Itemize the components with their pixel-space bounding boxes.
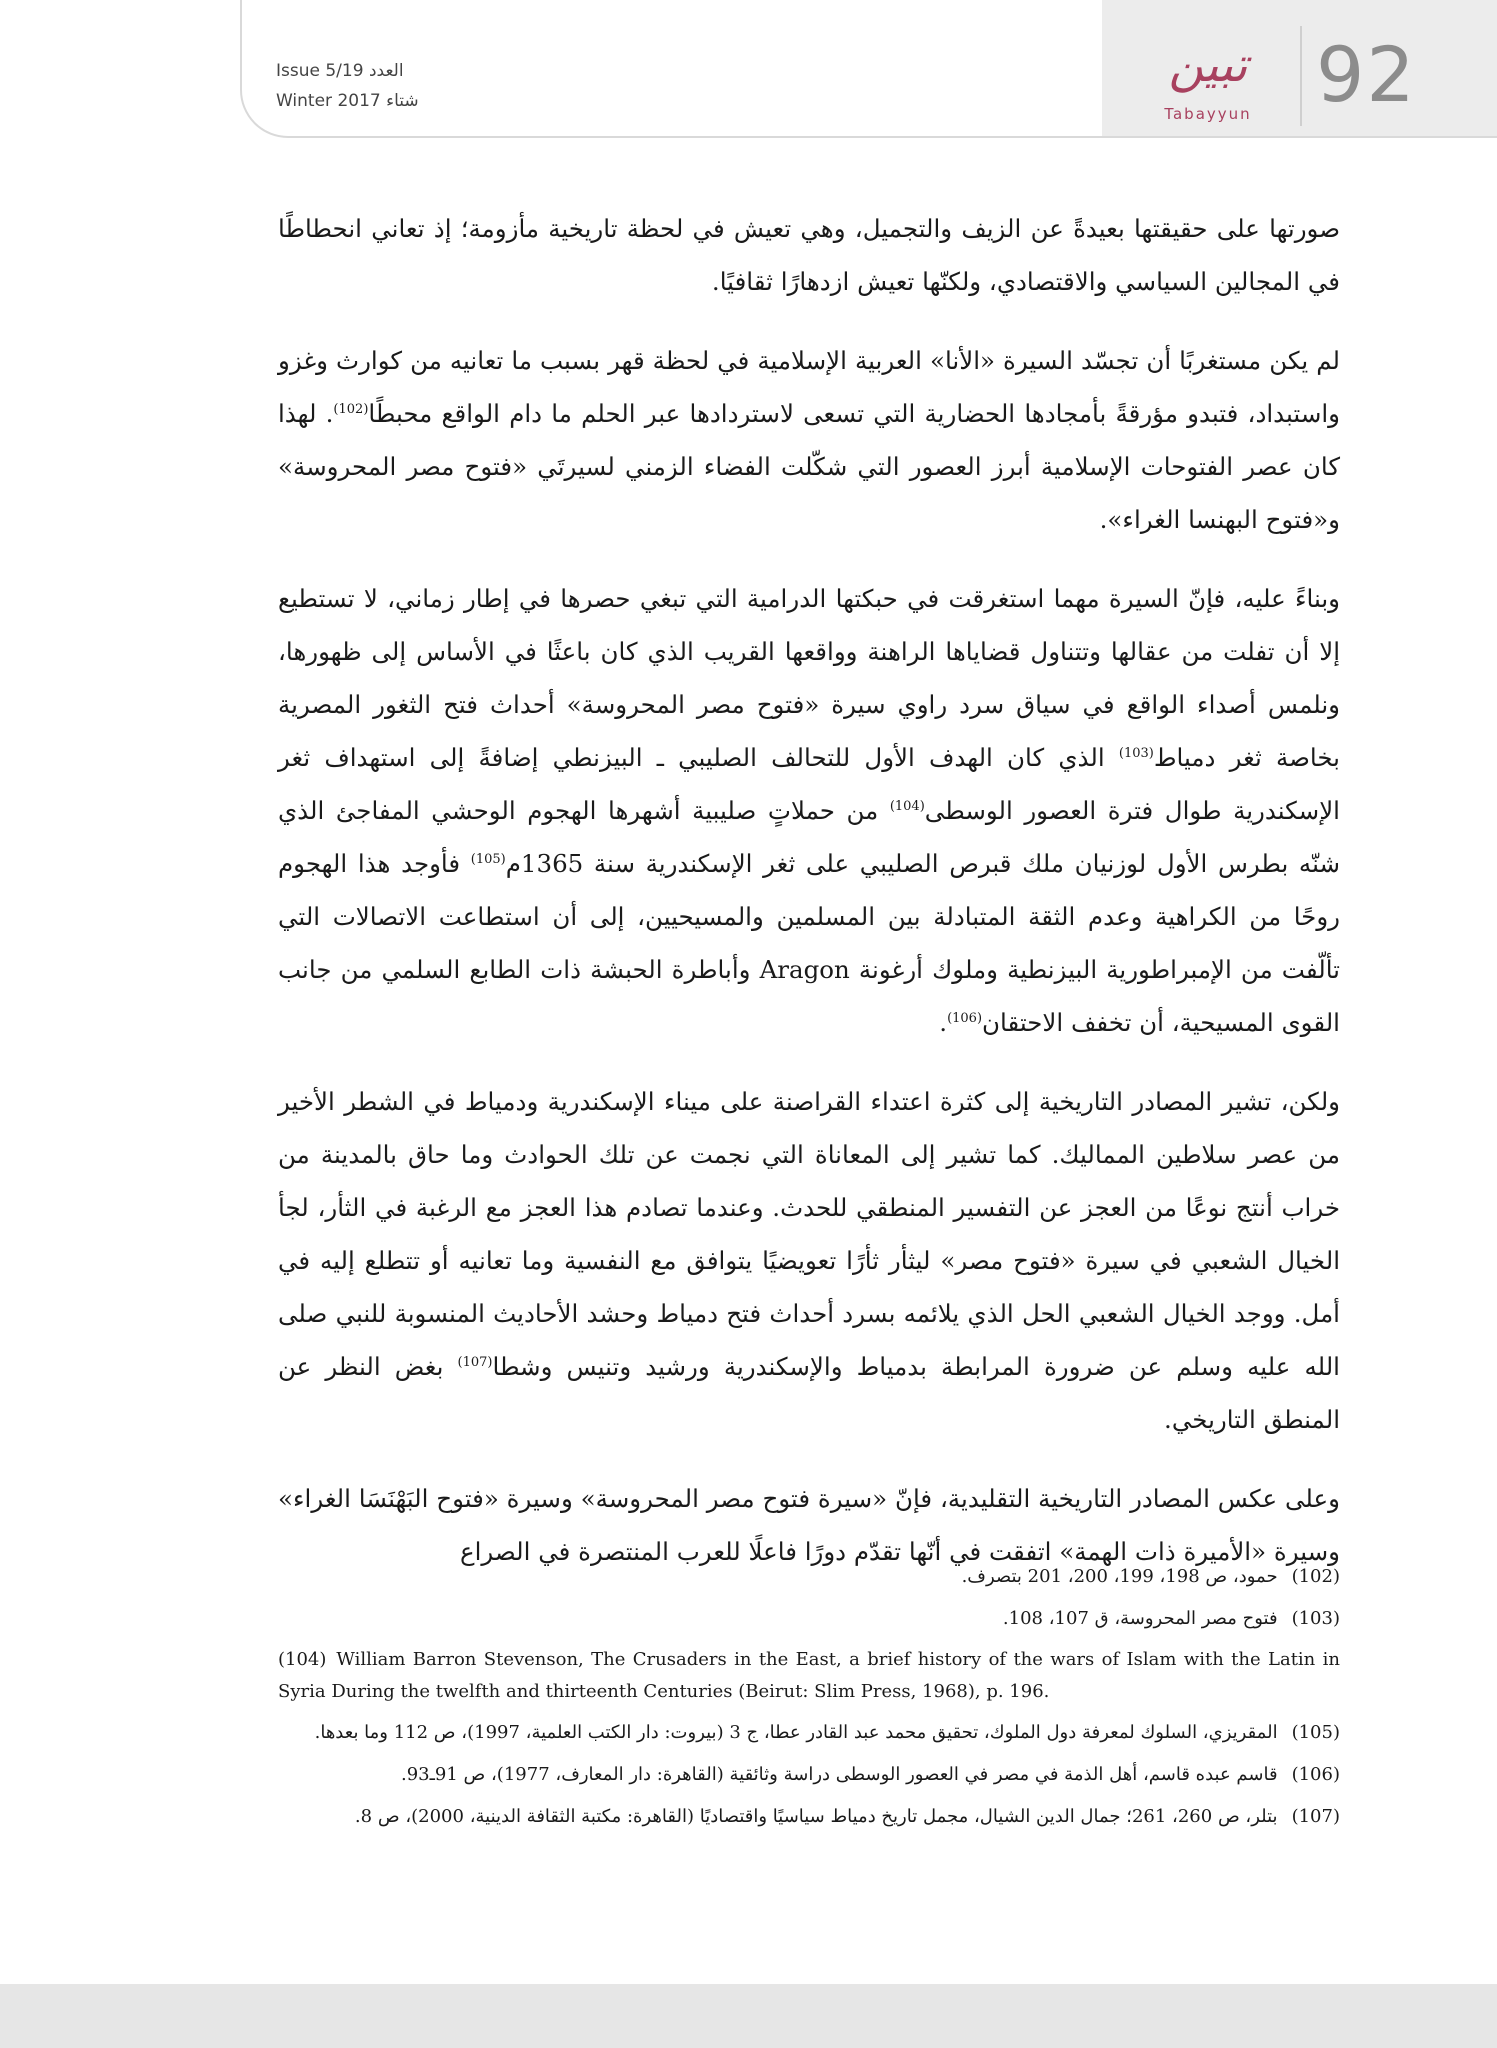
footnote-number: (107) [1291,1806,1340,1827]
footnote-ref-107: (107) [457,1354,493,1370]
issue-label: Issue 5/19 العدد [276,61,404,81]
footnote-text: المقريزي، السلوك لمعرفة دول الملوك، تحقيق محمد عبد القادر عطا، ج 3 (بيروت: دار الكتب العلمية، 1997)، ص 112 وما بعدها. [314,1722,1278,1743]
footnote-107 [278,1800,1340,1834]
paragraph-1-text: صورتها على حقيقتها بعيدةً عن الزيف والتجميل، وهي تعيش في لحظة تاريخية مأزومة؛ إذ تعاني انحطاطًا في المجالين السياسي والاقتصادي، ولكنّها تعيش ازدهارًا ثقافيًا. [278,214,1340,296]
footnote-103 [278,1602,1340,1636]
footer-band [0,1984,1497,2048]
page-number: 92 [1316,30,1417,119]
footnote-number: (106) [1291,1764,1340,1785]
footnote-text: بتلر، ص 260، 261؛ جمال الدين الشيال، مجمل تاريخ دمياط سياسيًا واقتصاديًا (القاهرة: مكتبة الثقافة الدينية، 2000)، ص 8. [354,1806,1278,1827]
footnote-105 [278,1716,1340,1750]
paragraph-4-text-a: ولكن، تشير المصادر التاريخية إلى كثرة اعتداء القراصنة على ميناء الإسكندرية ودمياط في الشطر الأخير من عصر سلاطين المماليك. كما تشير إلى المعاناة التي نجمت عن تلك الحوادث وما حاق بالمدينة من خراب أنتج نوعًا من العجز عن التفسير المنطقي للحدث. وعندما تصادم هذا العجز مع الرغبة في الثأر، لجأ الخيال الشعبي في سيرة «فتوح مصر» ليثأر ثأرًا تعويضيًا يتوافق مع النفسية وما تعانيه أو تتطلع إليه في أمل. ووجد الخيال الشعبي الحل الذي يلائمه بسرد أحداث فتح دمياط وحشد الأحاديث المنسوبة للنبي صلى الله عليه وسلم عن ضرورة المرابطة بدمياط والإسكندرية ورشيد وتنيس وشطا [278,1087,1340,1381]
journal-logo [1128,30,1288,128]
paragraph-2 [278,334,1340,546]
footnote-number: (104) [278,1649,327,1670]
header-divider [1300,26,1302,126]
paragraph-2-text-a: لم يكن مستغربًا أن تجسّد السيرة «الأنا» العربية الإسلامية في لحظة قهر بسبب ما تعانيه من كوارث وغزو واستبداد، فتبدو مؤرقةً بأمجادها الحضارية التي تسعى لاستردادها عبر الحلم ما دام الواقع محبطًا [278,346,1340,428]
paragraph-3-text-b: الذي كان الهدف الأول للتحالف الصليبي ـ البيزنطي إضافةً إلى استهداف ثغر الإسكندرية طوال فترة العصور الوسطى [278,743,1340,825]
footnote-106 [278,1758,1340,1792]
footnote-number: (102) [1291,1566,1340,1587]
paragraph-3-text-d: فأوجد هذا الهجوم روحًا من الكراهية وعدم الثقة المتبادلة بين المسلمين والمسيحيين، إلى أن استطاعت الاتصالات التي تألّفت من الإمبراطورية البيزنطية وملوك أرغونة Aragon وأباطرة الحبشة ذات الطابع السلمي من جانب القوى المسيحية، أن تخفف الاحتقان [278,849,1340,1037]
logo-arabic-text: تبين [1168,37,1248,93]
footnote-ref-104: (104) [889,798,925,814]
footnote-102 [278,1560,1340,1594]
footnote-text: William Barron Stevenson, The Crusaders in the East, a brief history of the wars of Islam with the Latin in Syria During the twelfth and thirteenth Centuries (Beirut: Slim Press, 1968), p. 196. [278,1649,1340,1702]
paragraph-3-text-e: . [939,1008,948,1037]
footnote-number: (105) [1291,1722,1340,1743]
footnote-ref-102: (102) [333,401,369,417]
paragraph-3 [278,572,1340,1049]
footnote-text: قاسم عبده قاسم، أهل الذمة في مصر في العصور الوسطى دراسة وثائقية (القاهرة: دار المعارف، 1977)، ص 91ـ93. [400,1764,1278,1785]
paragraph-2-text-b: . لهذا كان عصر الفتوحات الإسلامية أبرز العصور التي شكّلت الفضاء الزمني لسيرتَي «فتوح مصر المحروسة» و«فتوح البهنسا الغراء». [278,399,1340,534]
footnote-ref-103: (103) [1118,745,1154,761]
paragraph-5-text: وعلى عكس المصادر التاريخية التقليدية، فإنّ «سيرة فتوح مصر المحروسة» وسيرة «فتوح البَهْنَسَا الغراء» وسيرة «الأميرة ذات الهمة» اتفقت في أنّها تقدّم دورًا فاعلًا للعرب المنتصرة في الصراع [278,1484,1340,1566]
footnote-number: (103) [1291,1608,1340,1629]
paragraph-4-text-b: بغض النظر عن المنطق التاريخي. [278,1352,1340,1434]
paragraph-4 [278,1075,1340,1446]
footnote-text: حمود، ص 198، 199، 200، 201 بتصرف. [961,1566,1278,1587]
paragraph-3-text-a: وبناءً عليه، فإنّ السيرة مهما استغرقت في حبكتها الدرامية التي تبغي حصرها في إطار زماني، لا تستطيع إلا أن تفلت من عقالها وتتناول قضاياها الراهنة وواقعها القريب الذي كان باعثًا في الأساس إلى ظهورها، ونلمس أصداء الواقع في سياق سرد راوي سيرة «فتوح مصر المحروسة» أحداث فتح الثغور المصرية بخاصة ثغر دمياط [278,584,1340,772]
paragraph-1 [278,202,1340,308]
season-label: Winter 2017 شتاء [276,91,419,111]
footnotes [278,1560,1340,1842]
paragraph-3-text-c: من حملاتٍ صليبية أشهرها الهجوم الوحشي المفاجئ الذي شنّه بطرس الأول لوزنيان ملك قبرص الصليبي على ثغر الإسكندرية سنة 1365م [278,796,1340,878]
footnote-104 [278,1644,1340,1708]
footnote-ref-106: (106) [947,1010,983,1026]
logo-latin-text: Tabayyun [1164,105,1252,123]
footnote-ref-105: (105) [470,851,506,867]
footnote-text: فتوح مصر المحروسة، ق 107، 108. [1002,1608,1278,1629]
article-body [278,202,1340,1578]
